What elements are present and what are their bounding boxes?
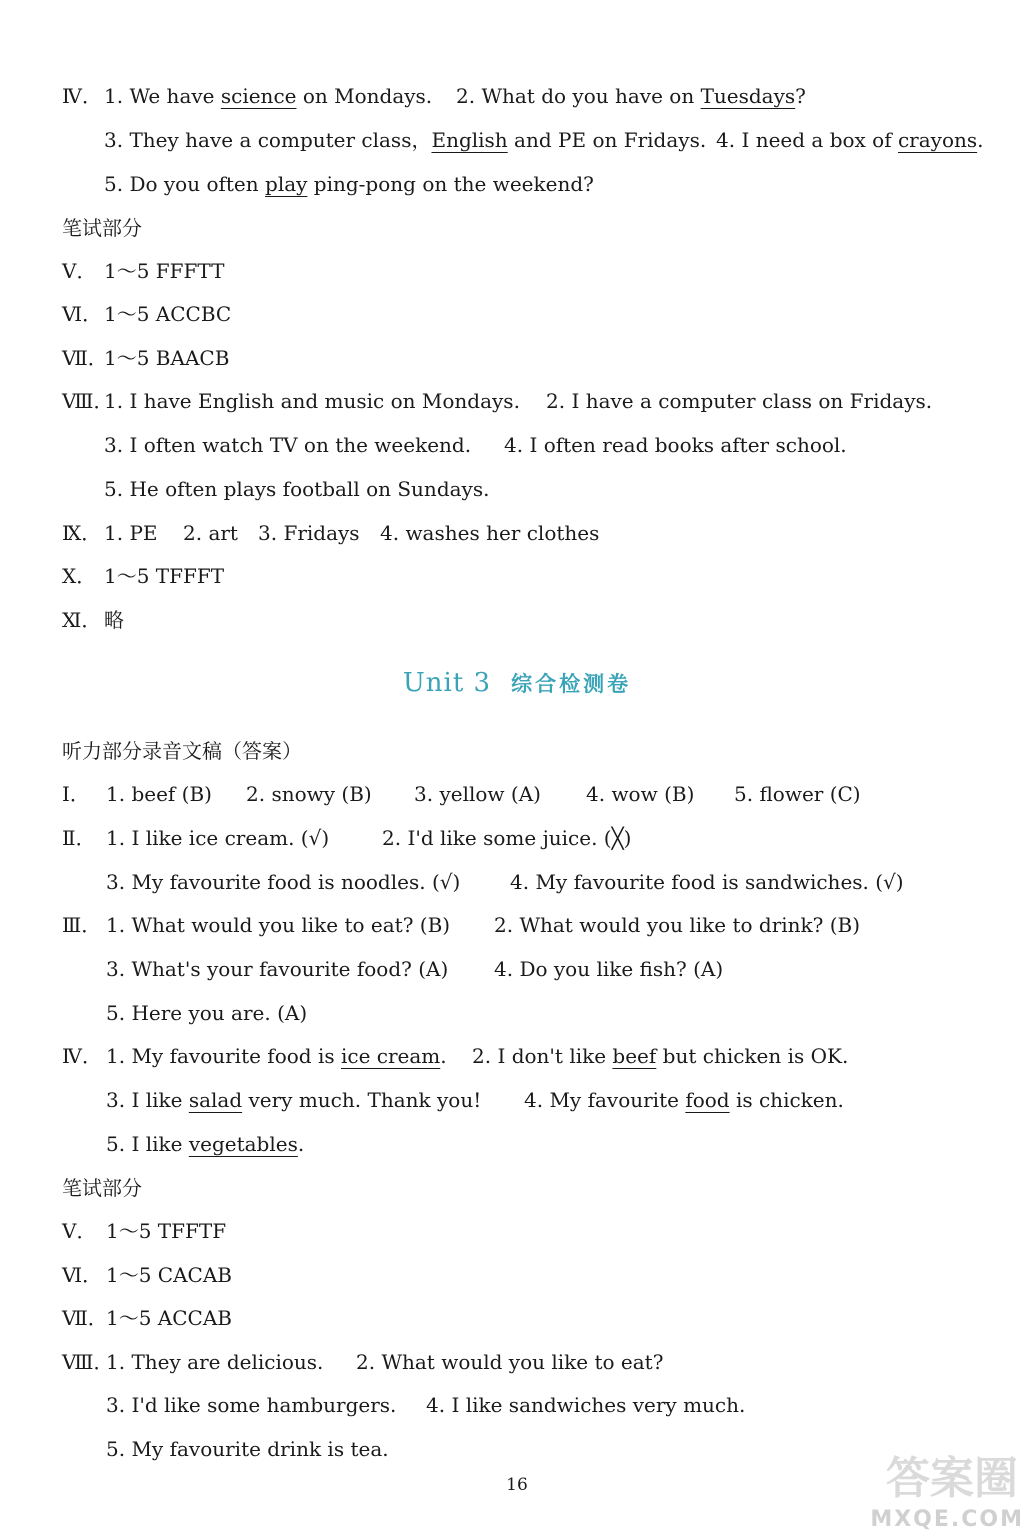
section-heading-listening: 听力部分录音文稿（答案） bbox=[62, 739, 302, 763]
answer-item: 1～5 FFFTT bbox=[104, 259, 225, 283]
answer-item: 3. My favourite food is noodles. (√) bbox=[106, 870, 461, 894]
underlined-answer: vegetables bbox=[188, 1132, 298, 1156]
answer-item: 略 bbox=[104, 608, 124, 632]
answer-item: 1～5 TFFFT bbox=[104, 564, 225, 588]
answer-item: 3. I often watch TV on the weekend. bbox=[104, 433, 472, 457]
answer-item: 2. I don't like beef but chicken is OK. bbox=[472, 1044, 849, 1068]
underlined-answer: science bbox=[220, 84, 297, 108]
answer-item: 5. Do you often play ping-pong on the weekend? bbox=[104, 172, 594, 196]
section-label-ix: Ⅸ． bbox=[62, 521, 102, 545]
answer-item: 4. I like sandwiches very much. bbox=[426, 1393, 746, 1417]
answer-item: 2. I have a computer class on Fridays. bbox=[546, 389, 933, 413]
answer-item: 5. flower (C) bbox=[734, 782, 861, 806]
section-heading-written: 笔试部分 bbox=[62, 216, 142, 240]
underlined-answer: salad bbox=[188, 1088, 243, 1112]
watermark-glyphs: 答案圈 bbox=[886, 1453, 1018, 1504]
watermark-site: MXQE.COM bbox=[870, 1507, 1024, 1532]
answer-item: 4. I often read books after school. bbox=[504, 433, 847, 457]
section-heading-written: 笔试部分 bbox=[62, 1176, 142, 1200]
answer-item: 2. What would you like to eat? bbox=[356, 1350, 664, 1374]
section-label-iv: Ⅳ． bbox=[62, 1044, 102, 1068]
section-label-viii: Ⅷ． bbox=[62, 1350, 114, 1374]
section-label-x: Ⅹ． bbox=[62, 564, 97, 588]
section-label-i: Ⅰ． bbox=[62, 782, 90, 806]
answer-item: 3. I'd like some hamburgers. bbox=[106, 1393, 397, 1417]
section-label-vi: Ⅵ． bbox=[62, 302, 103, 326]
underlined-answer: beef bbox=[612, 1044, 657, 1068]
answer-item: 3. Fridays bbox=[258, 521, 360, 545]
answer-item: 1. I like ice cream. (√) bbox=[106, 826, 330, 850]
answer-item: 1. We have science on Mondays. bbox=[104, 84, 433, 108]
answer-item: 1～5 ACCBC bbox=[104, 302, 232, 326]
answer-item: 1. What would you like to eat? (B) bbox=[106, 913, 451, 937]
answer-item: 3. They have a computer class，English and PE on Fridays. bbox=[104, 128, 707, 152]
underlined-answer: ice cream bbox=[340, 1044, 441, 1068]
section-label-vii: Ⅶ． bbox=[62, 1306, 108, 1330]
page-number: 16 bbox=[506, 1475, 528, 1495]
answer-item: 5. I like vegetables. bbox=[106, 1132, 305, 1156]
answer-item: 3. I like salad very much. Thank you! bbox=[106, 1088, 482, 1112]
section-label-viii: Ⅷ． bbox=[62, 389, 114, 413]
answer-item: 3. yellow (A) bbox=[414, 782, 541, 806]
section-label-ii: Ⅱ． bbox=[62, 826, 96, 850]
answer-item: 2. What would you like to drink? (B) bbox=[494, 913, 861, 937]
unit-subtitle: 综合检测卷 bbox=[511, 671, 632, 696]
answer-item: 4. I need a box of crayons. bbox=[716, 128, 984, 152]
answer-item: 3. What's your favourite food? (A) bbox=[106, 957, 449, 981]
answer-item: 1～5 ACCAB bbox=[106, 1306, 232, 1330]
answer-item: 4. Do you like fish? (A) bbox=[494, 957, 724, 981]
answer-item: 1～5 TFFTF bbox=[106, 1219, 227, 1243]
answer-item: 4. My favourite food is chicken. bbox=[524, 1088, 844, 1112]
section-label-xi: Ⅺ． bbox=[62, 608, 102, 632]
answer-item: 5. Here you are. (A) bbox=[106, 1001, 308, 1025]
answer-item: 1. beef (B) bbox=[106, 782, 212, 806]
answer-item: 2. I'd like some juice. (╳) bbox=[382, 826, 632, 850]
underlined-answer: crayons bbox=[897, 128, 978, 152]
answer-item: 1～5 BAACB bbox=[104, 346, 230, 370]
underlined-answer: English bbox=[431, 128, 508, 152]
underlined-answer: food bbox=[685, 1088, 730, 1112]
answer-item: 1. My favourite food is ice cream. bbox=[106, 1044, 447, 1068]
underlined-answer: play bbox=[265, 172, 308, 196]
answer-item: 4. My favourite food is sandwiches. (√) bbox=[510, 870, 904, 894]
answer-item: 5. My favourite drink is tea. bbox=[106, 1437, 389, 1461]
section-label-iii: Ⅲ． bbox=[62, 913, 102, 937]
unit-title-text: Unit 3 bbox=[402, 668, 492, 698]
unit-title bbox=[0, 668, 1034, 698]
answer-item: 4. washes her clothes bbox=[380, 521, 600, 545]
answer-item: 1. They are delicious. bbox=[106, 1350, 324, 1374]
section-label-v: Ⅴ． bbox=[62, 259, 97, 283]
answer-item: 2. snowy (B) bbox=[246, 782, 372, 806]
watermark-logo bbox=[870, 1442, 1028, 1532]
section-label-v: Ⅴ． bbox=[62, 1219, 97, 1243]
answer-item: 2. art bbox=[183, 521, 238, 545]
answer-item: 4. wow (B) bbox=[586, 782, 695, 806]
answer-item: 2. What do you have on Tuesdays? bbox=[456, 84, 806, 108]
section-label-vi: Ⅵ． bbox=[62, 1263, 103, 1287]
answer-item: 1. PE bbox=[104, 521, 158, 545]
underlined-answer: Tuesdays bbox=[700, 84, 796, 108]
answer-item: 5. He often plays football on Sundays. bbox=[104, 477, 490, 501]
answer-item: 1～5 CACAB bbox=[106, 1263, 232, 1287]
section-label-vii: Ⅶ． bbox=[62, 346, 108, 370]
answer-item: 1. I have English and music on Mondays. bbox=[104, 389, 520, 413]
section-label-iv: Ⅳ． bbox=[62, 84, 102, 108]
